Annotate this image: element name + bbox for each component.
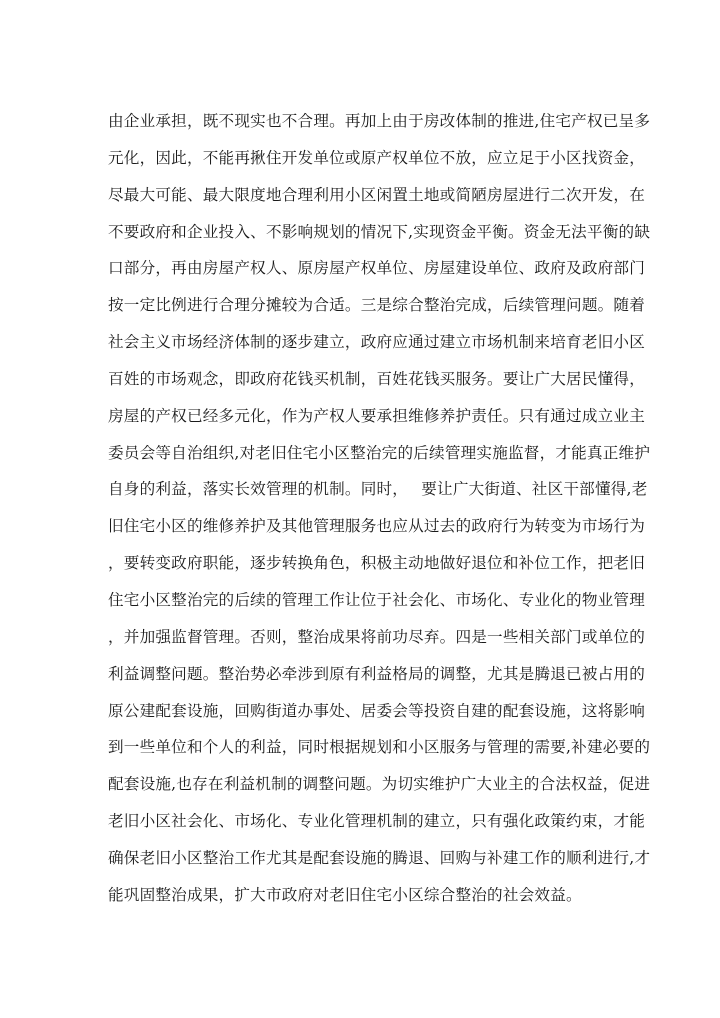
text-line: 住宅小区整治完的后续的管理工作让位于社会化、市场化、专业化的物业管理 [108, 590, 645, 609]
text-line: 自身的利益，落实长效管理的机制。同时， 要让广大街道、社区干部懂得,老 [108, 480, 648, 499]
text-line: 百姓的市场观念，即政府花钱买机制，百姓花钱买服务。要让广大居民懂得， [108, 369, 645, 388]
text-line: 房屋的产权已经多元化，作为产权人要承担维修养护责任。只有通过成立业主 [108, 406, 645, 425]
text-line: 利益调整问题。整治势必牵涉到原有利益格局的调整，尤其是腾退已被占用的 [108, 664, 645, 683]
text-line: ，并加强监督管理。否则，整治成果将前功尽弃。四是一些相关部门或单位的 [108, 627, 645, 646]
text-line: 老旧小区社会化、市场化、专业化管理机制的建立，只有强化政策约束，才能 [108, 812, 645, 831]
text-line: 不要政府和企业投入、不影响规划的情况下,实现资金平衡。资金无法平衡的缺 [108, 222, 651, 241]
body-paragraph [108, 103, 651, 914]
text-line: 社会主义市场经济体制的逐步建立，政府应通过建立市场机制来培育老旧小区 [108, 333, 645, 352]
text-line: 旧住宅小区的维修养护及其他管理服务也应从过去的政府行为转变为市场行为 [108, 517, 645, 536]
text-line: 原公建配套设施，回购街道办事处、居委会等投资自建的配套设施，这将影响 [108, 701, 645, 720]
text-line: 口部分，再由房屋产权人、原房屋产权单位、房屋建设单位、政府及政府部门 [108, 259, 645, 278]
text-line: 能巩固整治成果，扩大市政府对老旧住宅小区综合整治的社会效益。 [108, 885, 582, 904]
text-line: 元化，因此，不能再揪住开发单位或原产权单位不放，应立足于小区找资金， [108, 148, 645, 167]
text-line: 由企业承担，既不现实也不合理。再加上由于房改体制的推进,住宅产权已呈多 [108, 112, 651, 130]
text-line: 委员会等自治组织,对老旧住宅小区整治完的后续管理实施监督，才能真正维护 [108, 443, 651, 462]
text-line: 到一些单位和个人的利益，同时根据规划和小区服务与管理的需要,补建必要的 [108, 738, 651, 757]
text-line: 配套设施,也存在利益机制的调整问题。为切实维护广大业主的合法权益，促进 [108, 775, 651, 794]
text-line: ，要转变政府职能，逐步转换角色，积极主动地做好退位和补位工作，把老旧 [108, 554, 645, 573]
text-line: 尽最大可能、最大限度地合理利用小区闲置土地或简陋房屋进行二次开发，在 [108, 185, 645, 204]
text-line: 确保老旧小区整治工作尤其是配套设施的腾退、回购与补建工作的顺利进行,才 [108, 848, 651, 867]
text-line: 按一定比例进行合理分摊较为合适。三是综合整治完成，后续管理问题。随着 [108, 296, 645, 315]
